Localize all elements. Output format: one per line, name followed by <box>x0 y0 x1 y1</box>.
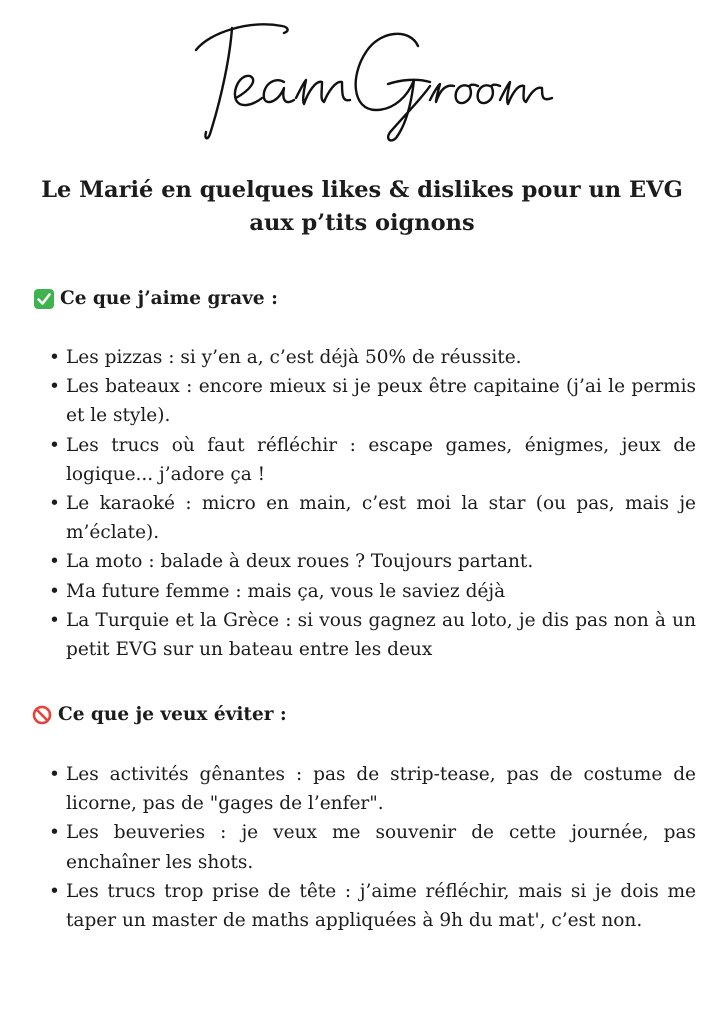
list-item: • Les bateaux : encore mieux si je peux être capitaine (j’ai le permis et le style). <box>66 372 696 430</box>
page-subtitle: Le Marié en quelques likes & dislikes pour un EVG aux p’tits oignons <box>41 177 683 236</box>
list-item: • Le karaoké : micro en main, c’est moi la star (ou pas, mais je m’éclate). <box>66 489 696 547</box>
page-title <box>0 6 724 146</box>
list-item: • La moto : balade à deux roues ? Toujours partant. <box>66 547 696 576</box>
list-item: • Les pizzas : si y’en a, c’est déjà 50% de réussite. <box>66 343 696 372</box>
likes-heading-text: Ce que j’aime grave : <box>60 288 278 309</box>
script-title-lettering <box>0 6 724 146</box>
dislikes-heading <box>32 702 287 728</box>
list-item: • Ma future femme : mais ça, vous le saviez déjà <box>66 577 696 606</box>
list-item: • Les trucs trop prise de tête : j’aime réfléchir, mais si je dois me taper un master de maths appliquées à 9h du mat', c’est non. <box>66 877 696 935</box>
likes-heading <box>34 286 278 312</box>
list-item: • Les beuveries : je veux me souvenir de cette journée, pas enchaîner les shots. <box>66 818 696 876</box>
dislikes-heading-text: Ce que je veux éviter : <box>58 704 287 725</box>
list-item: • Les trucs où faut réfléchir : escape games, énigmes, jeux de logique... j’adore ça ! <box>66 431 696 489</box>
prohibited-icon <box>32 705 52 725</box>
list-item: • La Turquie et la Grèce : si vous gagnez au loto, je dis pas non à un petit EVG sur un bateau entre les deux <box>66 606 696 664</box>
check-mark-button-icon <box>34 289 54 309</box>
dislikes-list <box>66 760 696 935</box>
likes-list <box>66 343 696 664</box>
list-item: • Les activités gênantes : pas de strip-tease, pas de costume de licorne, pas de "gages de l’enfer". <box>66 760 696 818</box>
